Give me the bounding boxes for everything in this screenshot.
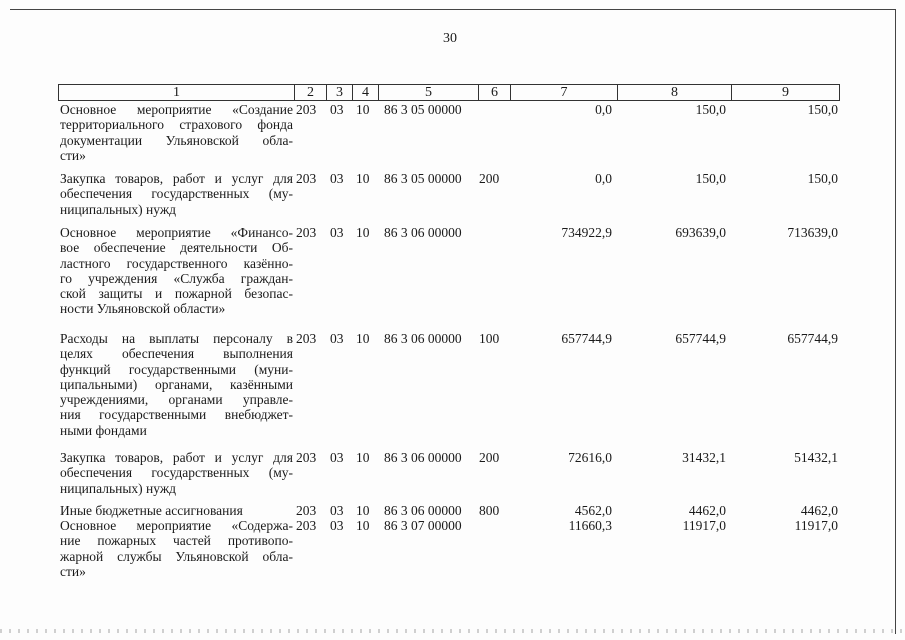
- cell-c4: 10: [356, 518, 370, 533]
- cell-c5: 86 3 06 00000: [384, 225, 462, 240]
- description-line: ниципальных) нужд: [60, 480, 177, 496]
- header-col-3: 3: [327, 85, 353, 100]
- description-line: ние пожарных частей противопо-: [60, 533, 293, 549]
- description-line: сти»: [60, 147, 86, 163]
- description-line: ными фондами: [60, 422, 147, 438]
- row-description: [60, 450, 293, 496]
- description-line: Иные бюджетные ассигнования: [60, 503, 243, 518]
- description-line: ципальными) органами, казёнными: [60, 376, 293, 392]
- cell-c2: 203: [296, 102, 317, 117]
- budget-table: [58, 84, 840, 579]
- description-line: функций государственными (муни-: [60, 361, 293, 377]
- description-line: обеспечения государственных (му-: [60, 186, 293, 202]
- cell-c3: 03: [330, 225, 344, 240]
- page-number: 30: [443, 31, 457, 46]
- cell-c4: 10: [356, 450, 370, 465]
- header-col-7: 7: [511, 85, 618, 100]
- cell-c2: 203: [296, 171, 317, 186]
- description-line: ниципальных) нужд: [60, 201, 177, 217]
- row-description: [60, 518, 293, 579]
- cell-c8: 31432,1: [682, 450, 726, 465]
- description-line: территориального страхового фонда: [60, 117, 293, 133]
- row-description: [60, 102, 293, 163]
- scan-noise-footer: [0, 629, 905, 633]
- cell-c2: 203: [296, 503, 317, 518]
- header-col-2: 2: [295, 85, 327, 100]
- cell-c7: 0,0: [595, 171, 612, 186]
- row-description: [60, 225, 293, 317]
- cell-c4: 10: [356, 331, 370, 346]
- header-col-8: 8: [618, 85, 732, 100]
- description-line: ластного государственного казённо-: [60, 255, 293, 271]
- cell-c8: 150,0: [695, 102, 726, 117]
- header-col-1: 1: [59, 85, 295, 100]
- header-col-4: 4: [353, 85, 379, 100]
- cell-c7: 72616,0: [568, 450, 612, 465]
- cell-c7: 4562,0: [574, 503, 612, 518]
- description-line: сти»: [60, 563, 86, 579]
- cell-c3: 03: [330, 450, 344, 465]
- description-line: документации Ульяновской обла-: [60, 132, 293, 148]
- cell-c4: 10: [356, 225, 370, 240]
- cell-c5: 86 3 07 00000: [384, 518, 462, 533]
- description-line: учреждениями, органами управле-: [60, 392, 293, 408]
- cell-c4: 10: [356, 171, 370, 186]
- cell-c9: 657744,9: [787, 331, 838, 346]
- cell-c9: 4462,0: [800, 503, 838, 518]
- cell-c3: 03: [330, 102, 344, 117]
- header-col-9: 9: [782, 85, 789, 100]
- description-line: Расходы на выплаты персоналу в: [60, 331, 293, 346]
- description-line: целях обеспечения выполнения: [60, 346, 293, 362]
- cell-c8: 150,0: [695, 171, 726, 186]
- cell-c9: 51432,1: [794, 450, 838, 465]
- cell-c5: 86 3 05 00000: [384, 171, 462, 186]
- cell-c8: 693639,0: [675, 225, 726, 240]
- cell-c9: 11917,0: [794, 518, 838, 533]
- cell-c5: 86 3 06 00000: [384, 503, 462, 518]
- cell-c6: 100: [479, 331, 500, 346]
- cell-c2: 203: [296, 450, 317, 465]
- cell-c3: 03: [330, 503, 344, 518]
- cell-c9: 150,0: [807, 171, 838, 186]
- cell-c7: 11660,3: [568, 518, 612, 533]
- description-line: Основное мероприятие «Создание: [60, 102, 293, 117]
- row-description: [60, 331, 293, 438]
- table-header-row: [58, 84, 840, 101]
- cell-c3: 03: [330, 518, 344, 533]
- cell-c8: 4462,0: [688, 503, 726, 518]
- description-line: Закупка товаров, работ и услуг для: [60, 450, 293, 465]
- cell-c3: 03: [330, 331, 344, 346]
- description-line: го учреждения «Служба граждан-: [60, 270, 293, 286]
- row-description: [60, 171, 293, 217]
- description-line: Закупка товаров, работ и услуг для: [60, 171, 293, 186]
- cell-c2: 203: [296, 225, 317, 240]
- description-line: Основное мероприятие «Содержа-: [60, 518, 293, 533]
- description-line: вое обеспечение деятельности Об-: [60, 240, 293, 256]
- cell-c9: 713639,0: [787, 225, 838, 240]
- cell-c5: 86 3 06 00000: [384, 450, 462, 465]
- description-line: ности Ульяновской области»: [60, 301, 226, 317]
- cell-c8: 11917,0: [682, 518, 726, 533]
- cell-c2: 203: [296, 331, 317, 346]
- cell-c3: 03: [330, 171, 344, 186]
- cell-c7: 734922,9: [561, 225, 612, 240]
- header-col-5: 5: [379, 85, 479, 100]
- description-line: ской защиты и пожарной безопас-: [60, 286, 293, 302]
- cell-c6: 200: [479, 171, 500, 186]
- row-description: [60, 503, 293, 518]
- cell-c8: 657744,9: [675, 331, 726, 346]
- description-line: ния государственными внебюджет-: [60, 407, 293, 423]
- cell-c7: 0,0: [595, 102, 612, 117]
- cell-c5: 86 3 06 00000: [384, 331, 462, 346]
- cell-c7: 657744,9: [561, 331, 612, 346]
- cell-c4: 10: [356, 503, 370, 518]
- cell-c6: 800: [479, 503, 500, 518]
- header-col-6: 6: [479, 85, 511, 100]
- cell-c9: 150,0: [807, 102, 838, 117]
- page-border-right: [895, 9, 896, 634]
- description-line: обеспечения государственных (му-: [60, 465, 293, 481]
- page-border-top: [10, 9, 896, 10]
- description-line: Основное мероприятие «Финансо-: [60, 225, 293, 240]
- cell-c5: 86 3 05 00000: [384, 102, 462, 117]
- cell-c6: 200: [479, 450, 500, 465]
- cell-c2: 203: [296, 518, 317, 533]
- cell-c4: 10: [356, 102, 370, 117]
- description-line: жарной службы Ульяновской обла-: [60, 548, 293, 564]
